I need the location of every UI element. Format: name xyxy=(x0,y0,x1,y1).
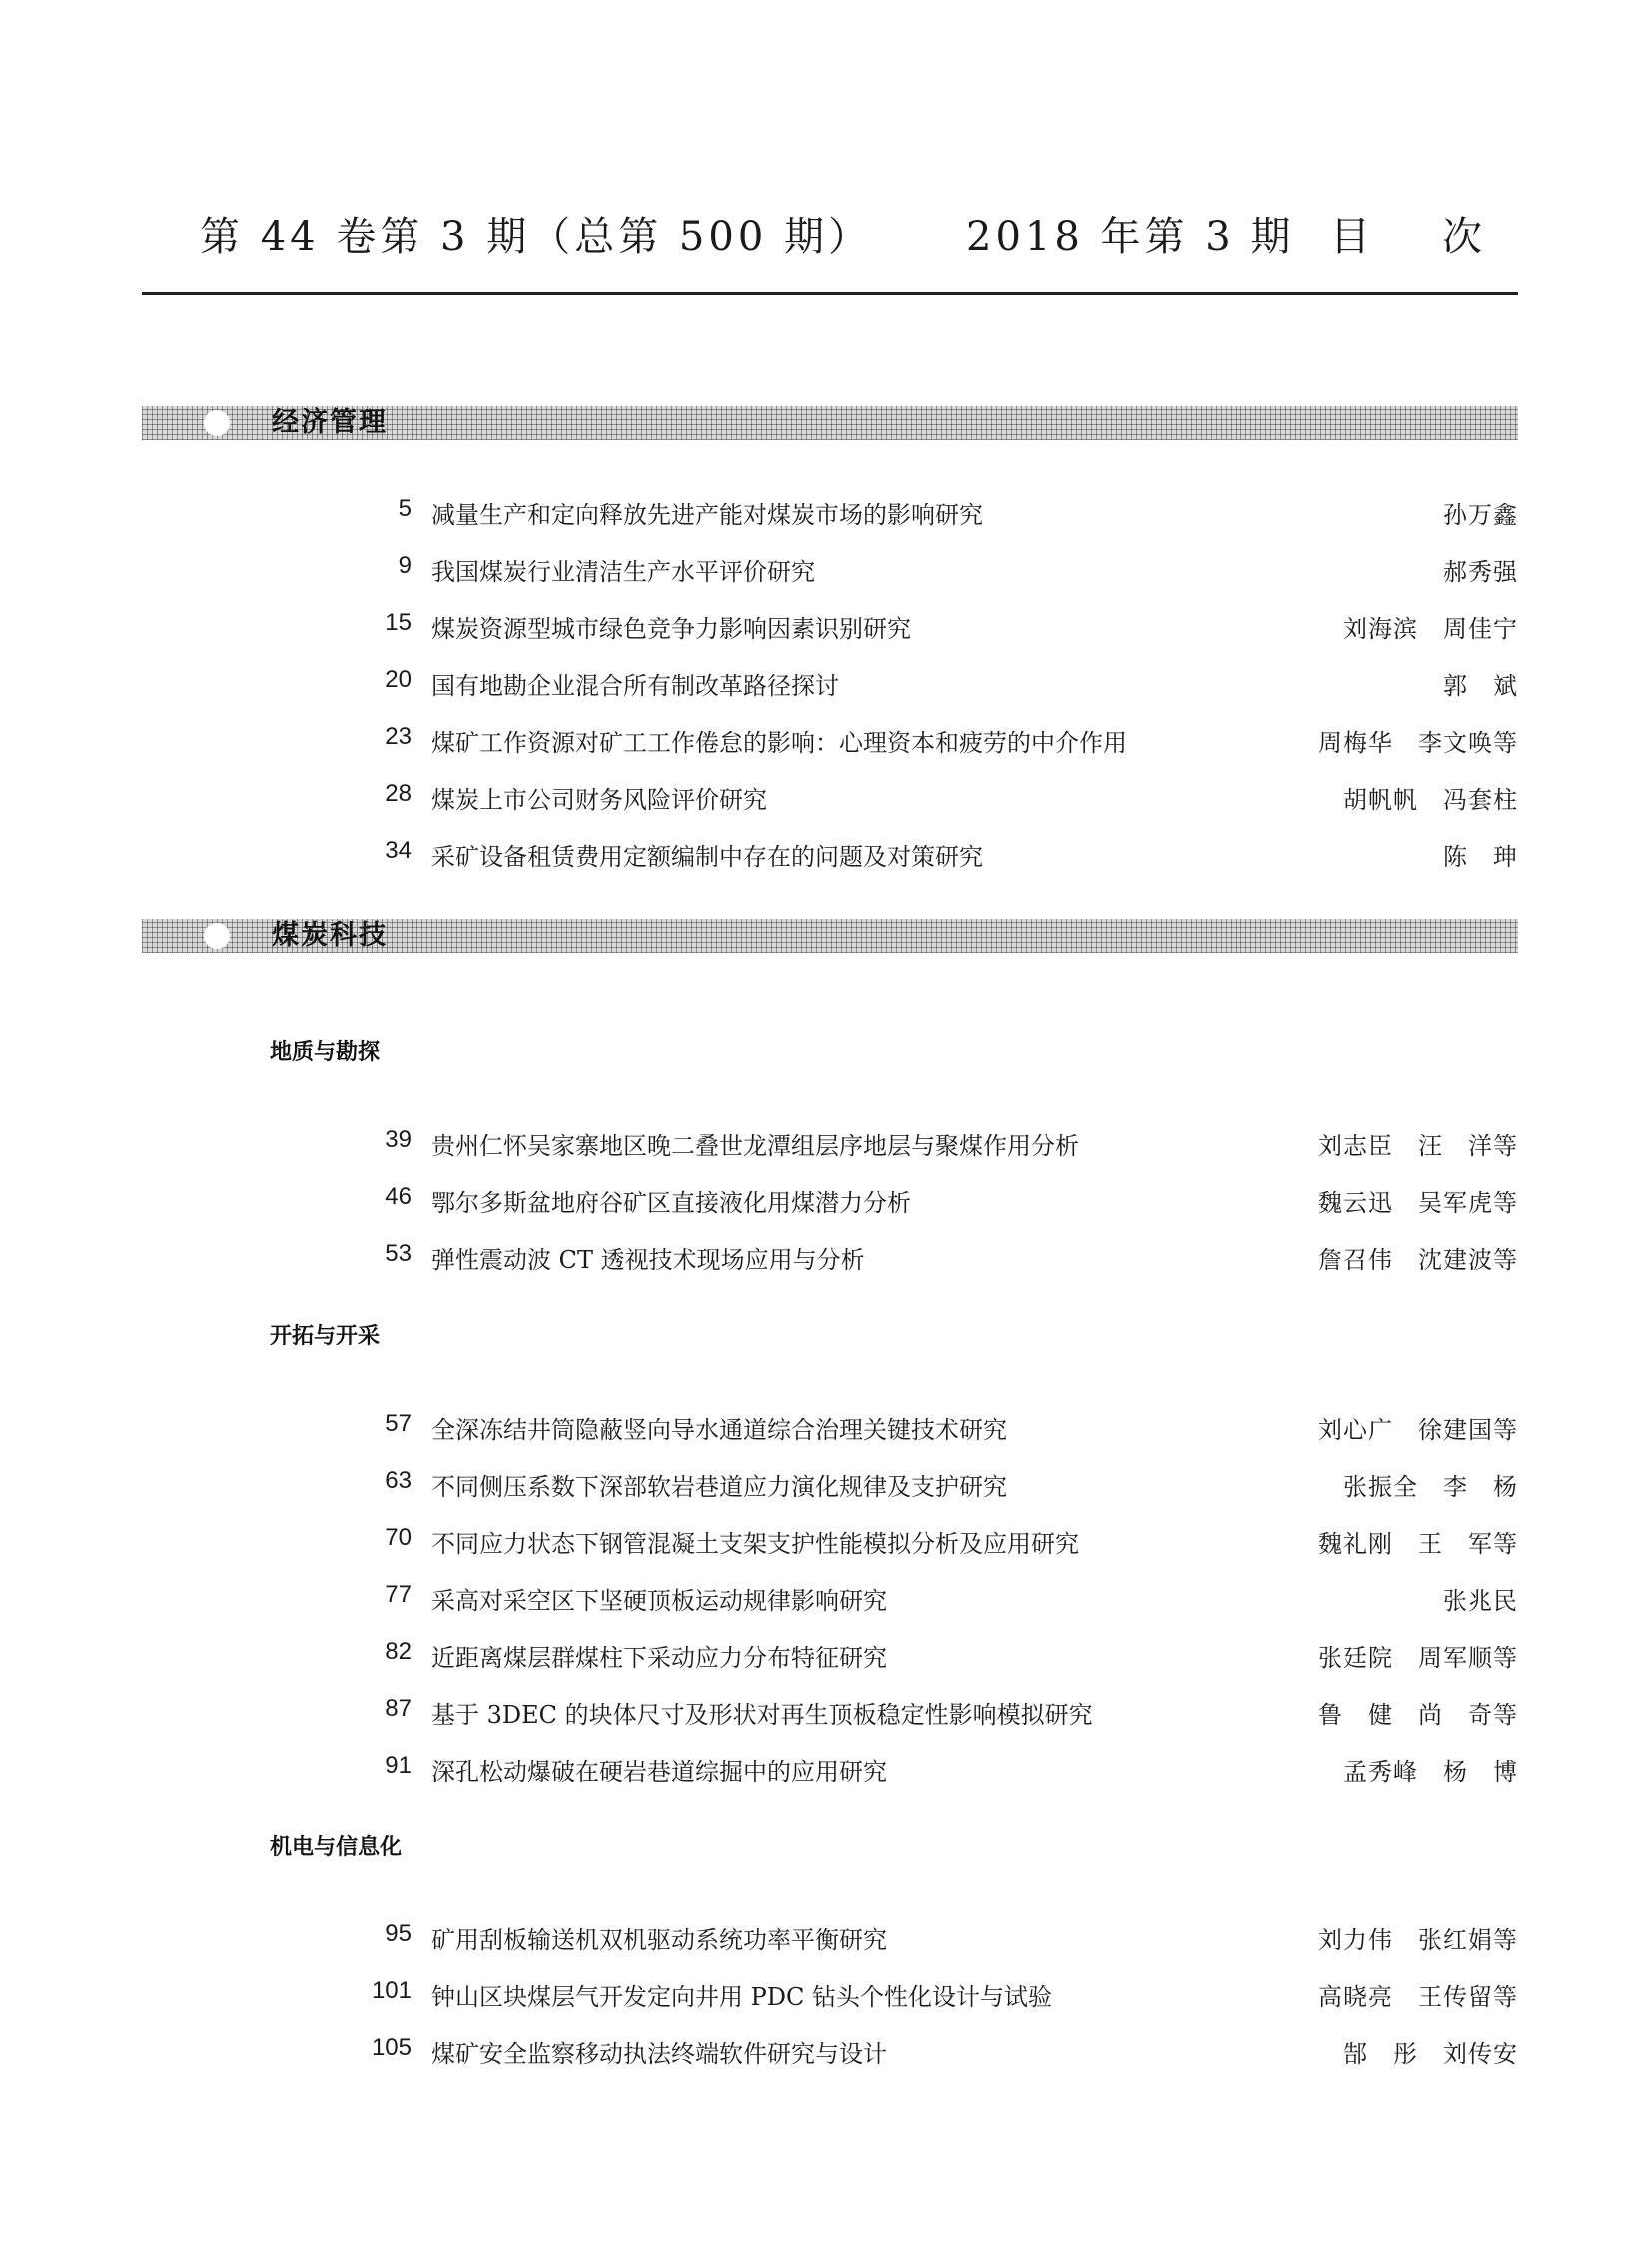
entry-page: 39 xyxy=(385,1126,412,1153)
entry-title: 钟山区块煤层气开发定向井用 PDC 钻头个性化设计与试验 xyxy=(431,1983,1053,2011)
entry-title: 采高对采空区下坚硬顶板运动规律影响研究 xyxy=(431,1587,887,1615)
entry-authors: 张廷院 周军顺等 xyxy=(1318,1644,1518,1672)
entry-authors: 张兆民 xyxy=(1443,1587,1518,1615)
entry-title: 我国煤炭行业清洁生产水平评价研究 xyxy=(431,558,815,586)
entry-page: 53 xyxy=(385,1240,412,1267)
entry-authors: 高晓亮 王传留等 xyxy=(1318,1983,1518,2011)
header-divider xyxy=(142,292,1518,295)
entry-page: 57 xyxy=(385,1410,412,1437)
entry-title: 基于 3DEC 的块体尺寸及形状对再生顶板稳定性影响模拟研究 xyxy=(431,1701,1093,1729)
section-bar-economic-management xyxy=(142,406,1518,440)
entry-page: 28 xyxy=(385,780,412,807)
entry-title: 贵州仁怀吴家寨地区晚二叠世龙潭组层序地层与聚煤作用分析 xyxy=(431,1132,1079,1160)
toc-entry[interactable] xyxy=(142,546,1518,586)
entry-page: 15 xyxy=(385,609,412,636)
subsection-title: 机电与信息化 xyxy=(270,1835,403,1860)
entry-title: 鄂尔多斯盆地府谷矿区直接液化用煤潜力分析 xyxy=(431,1189,911,1217)
entry-page: 9 xyxy=(398,552,412,579)
entry-authors: 刘海滨 周佳宁 xyxy=(1343,615,1518,643)
toc-entry[interactable] xyxy=(142,1746,1518,1786)
entry-authors: 郜 彤 刘传安 xyxy=(1343,2040,1518,2068)
entry-page: 82 xyxy=(385,1638,412,1665)
entry-page: 77 xyxy=(385,1581,412,1608)
entry-authors: 刘力伟 张红娟等 xyxy=(1318,1926,1518,1954)
entry-page: 46 xyxy=(385,1183,412,1210)
entry-page: 87 xyxy=(385,1695,412,1722)
entry-authors: 孙万鑫 xyxy=(1443,501,1518,529)
subsection-title: 地质与勘探 xyxy=(270,1040,381,1065)
entry-page: 63 xyxy=(385,1467,412,1494)
toc-entry[interactable] xyxy=(142,660,1518,700)
entry-title: 煤矿工作资源对矿工工作倦怠的影响：心理资本和疲劳的中介作用 xyxy=(431,729,1127,757)
toc-entry[interactable] xyxy=(142,489,1518,529)
toc-entry[interactable] xyxy=(142,1121,1518,1160)
entry-authors: 魏云迅 吴军虎等 xyxy=(1318,1189,1518,1217)
entry-page: 95 xyxy=(385,1920,412,1947)
entry-authors: 张振全 李 杨 xyxy=(1343,1473,1518,1501)
section-bullet-icon xyxy=(204,923,230,949)
section-title: 煤炭科技 xyxy=(272,920,388,951)
entry-title: 国有地勘企业混合所有制改革路径探讨 xyxy=(431,672,839,700)
toc-entry[interactable] xyxy=(142,2028,1518,2068)
entry-page: 105 xyxy=(371,2034,412,2061)
entry-title: 采矿设备租赁费用定额编制中存在的问题及对策研究 xyxy=(431,843,983,871)
toc-entry[interactable] xyxy=(142,1689,1518,1729)
entry-page: 34 xyxy=(385,837,412,864)
toc-entry[interactable] xyxy=(142,1632,1518,1672)
toc-entry[interactable] xyxy=(142,774,1518,814)
entry-authors: 胡帆帆 冯套柱 xyxy=(1343,786,1518,814)
entry-authors: 刘心广 徐建国等 xyxy=(1318,1416,1518,1444)
entry-page: 70 xyxy=(385,1524,412,1551)
entry-page: 101 xyxy=(371,1977,412,2004)
entry-authors: 陈 珅 xyxy=(1443,843,1518,871)
entry-title: 煤炭资源型城市绿色竞争力影响因素识别研究 xyxy=(431,615,911,643)
entry-title: 减量生产和定向释放先进产能对煤炭市场的影响研究 xyxy=(431,501,983,529)
toc-entry[interactable] xyxy=(142,1177,1518,1217)
toc-title-char-2: 次 xyxy=(1442,214,1486,260)
toc-entry[interactable] xyxy=(142,603,1518,643)
entry-page: 23 xyxy=(385,723,412,750)
entry-title: 矿用刮板输送机双机驱动系统功率平衡研究 xyxy=(431,1926,887,1954)
toc-title-char-1: 目 xyxy=(1330,214,1374,260)
section-bullet-icon xyxy=(204,410,230,436)
entry-title: 不同侧压系数下深部软岩巷道应力演化规律及支护研究 xyxy=(431,1473,1007,1501)
page-header xyxy=(142,195,1518,265)
entry-page: 5 xyxy=(398,495,412,522)
entry-authors: 詹召伟 沈建波等 xyxy=(1318,1246,1518,1274)
entry-title: 近距离煤层群煤柱下采动应力分布特征研究 xyxy=(431,1644,887,1672)
entry-authors: 魏礼刚 王 军等 xyxy=(1318,1530,1518,1558)
issue-info: 2018 年第 3 期 xyxy=(966,214,1295,260)
toc-entry[interactable] xyxy=(142,1971,1518,2011)
toc-entry[interactable] xyxy=(142,1518,1518,1558)
toc-entry[interactable] xyxy=(142,1234,1518,1274)
entry-title: 不同应力状态下钢管混凝土支架支护性能模拟分析及应用研究 xyxy=(431,1530,1079,1558)
toc-entry[interactable] xyxy=(142,717,1518,757)
entry-title: 深孔松动爆破在硬岩巷道综掘中的应用研究 xyxy=(431,1758,887,1786)
entry-title: 煤矿安全监察移动执法终端软件研究与设计 xyxy=(431,2040,887,2068)
entry-authors: 鲁 健 尚 奇等 xyxy=(1318,1701,1518,1729)
entry-authors: 郭 斌 xyxy=(1443,672,1518,700)
entry-authors: 周梅华 李文唤等 xyxy=(1318,729,1518,757)
toc-entry[interactable] xyxy=(142,1461,1518,1501)
entry-title: 弹性震动波 CT 透视技术现场应用与分析 xyxy=(431,1246,865,1274)
entry-authors: 刘志臣 汪 洋等 xyxy=(1318,1132,1518,1160)
entry-page: 20 xyxy=(385,666,412,693)
entry-page: 91 xyxy=(385,1752,412,1779)
toc-entry[interactable] xyxy=(142,1575,1518,1615)
entry-title: 全深冻结井筒隐蔽竖向导水通道综合治理关键技术研究 xyxy=(431,1416,1007,1444)
toc-entry[interactable] xyxy=(142,1914,1518,1954)
toc-entry[interactable] xyxy=(142,1404,1518,1444)
volume-info: 第 44 卷第 3 期（总第 500 期） xyxy=(200,214,872,260)
toc-entry[interactable] xyxy=(142,831,1518,871)
entry-authors: 孟秀峰 杨 博 xyxy=(1343,1758,1518,1786)
subsection-title: 开拓与开采 xyxy=(270,1324,381,1349)
entry-title: 煤炭上市公司财务风险评价研究 xyxy=(431,786,767,814)
section-bar-coal-science-technology xyxy=(142,919,1518,953)
section-title: 经济管理 xyxy=(272,407,388,438)
entry-authors: 郝秀强 xyxy=(1443,558,1518,586)
